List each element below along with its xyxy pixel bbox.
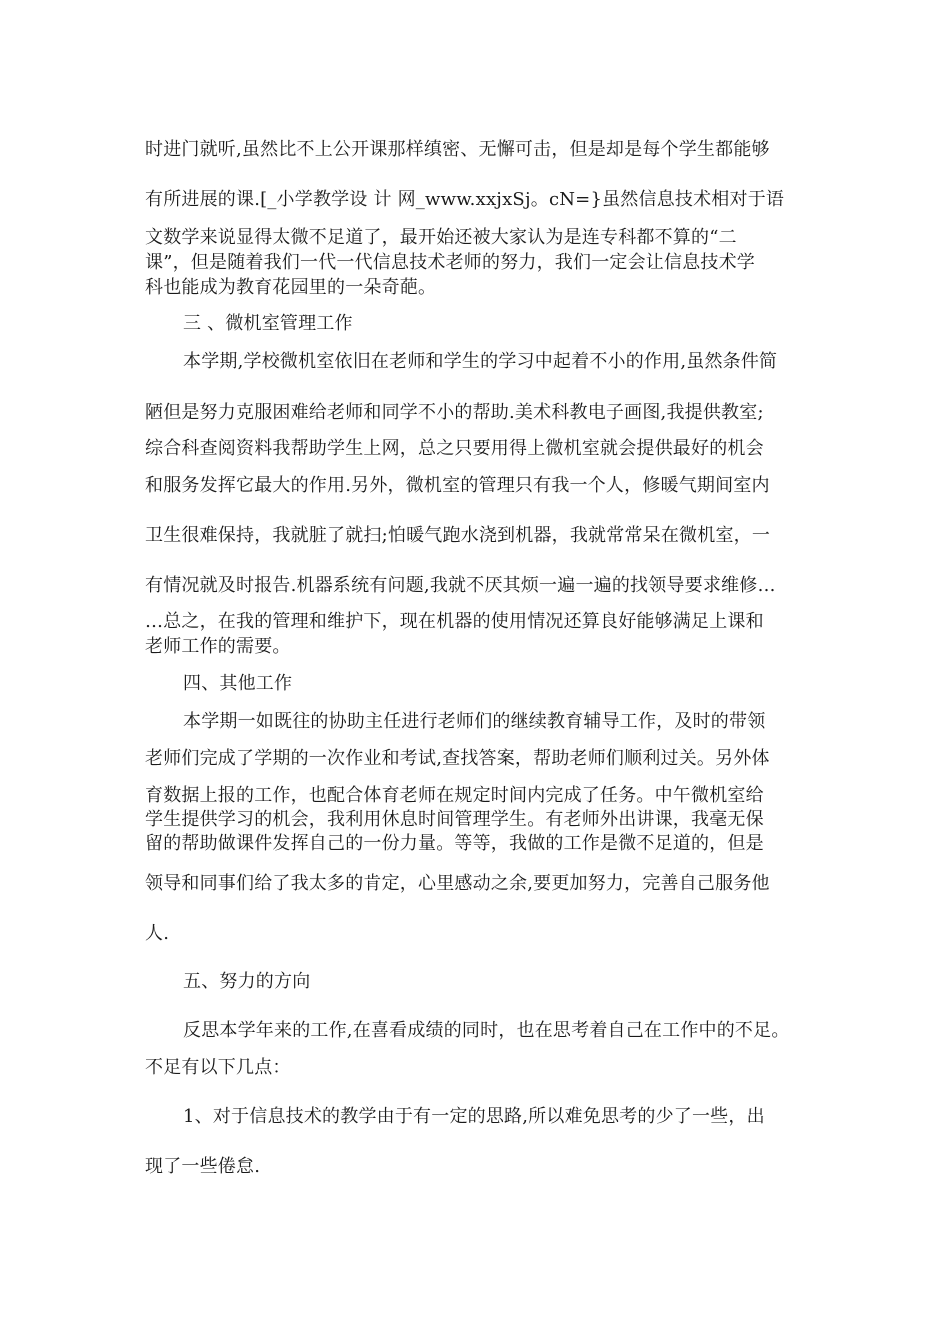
- paragraph-line: 反思本学年来的工作,在喜看成绩的同时，也在思考着自己在工作中的不足。: [183, 1020, 790, 1041]
- paragraph-line: 老师工作的需要。: [145, 636, 291, 657]
- paragraph-line: 育数据上报的工作，也配合体育老师在规定时间内完成了任务。中午微机室给: [145, 785, 764, 806]
- paragraph-line: 不足有以下几点：: [145, 1057, 291, 1078]
- text-fragment: .机器系统有问题,我就不厌其烦一遍一遍的找领导要求维修…: [290, 575, 776, 596]
- list-item-continuation: 现了一些倦怠.: [145, 1156, 261, 1177]
- paragraph-line: 老师们完成了学期的一次作业和考试,查找答案，帮助老师们顺利过关。另外体: [145, 748, 770, 769]
- paragraph-line: 留的帮助做课件发挥自己的一份力量。等等，我做的工作是微不足道的，但是: [145, 833, 764, 854]
- paragraph-line: 领导和同事们给了我太多的肯定，心里感动之余,要更加努力，完善自己服务他: [145, 873, 770, 894]
- paragraph-line: 学生提供学习的机会，我利用休息时间管理学生。有老师外出讲课，我毫无保: [145, 809, 764, 830]
- paragraph-line: 文数学来说显得太微不足道了，最开始还被大家认为是连专科都不算的“二: [145, 227, 737, 248]
- text-fragment: 有情况就及时: [145, 575, 255, 596]
- paragraph-line: 有所进展的课.[_小学教学设 计 网_www.xxjxSj。cN=}虽然信息技术相对于语: [145, 189, 785, 210]
- paragraph-line: 科也能成为教育花园里的一朵奇葩。: [145, 277, 437, 298]
- paragraph-line: 综合科查阅资料我帮助学生上网，总之只要用得上微机室就会提供最好的机会: [145, 438, 764, 459]
- section-heading-direction: 五、努力的方向: [183, 971, 311, 992]
- paragraph-line: 课”，但是随着我们一代一代信息技术老师的努力，我们一定会让信息技术学: [145, 252, 755, 273]
- section-heading-other-work: 四、其他工作: [183, 673, 293, 694]
- paragraph-line: …总之，在我的管理和维护下，现在机器的使用情况还算良好能够满足上课和: [145, 611, 764, 632]
- paragraph-line: 本学期一如既往的协助主任进行老师们的继续教育辅导工作，及时的带领: [183, 711, 766, 732]
- paragraph-line: 陋但是努力克服困难给老师和同学不小的帮助.美术科教电子画图,我提供教室;: [145, 402, 764, 423]
- paragraph-line: [145, 574, 776, 598]
- paragraph-line: 和服务发挥它最大的作用.另外，微机室的管理只有我一个人，修暖气期间室内: [145, 475, 770, 496]
- paragraph-line: 卫生很难保持，我就脏了就扫;怕暖气跑水浇到机器，我就常常呆在微机室，一: [145, 525, 771, 546]
- paragraph-line: 本学期,学校微机室依旧在老师和学生的学习中起着不小的作用,虽然条件简: [183, 351, 778, 372]
- report-link[interactable]: 报告: [254, 575, 291, 596]
- paragraph-line: 时进门就听,虽然比不上公开课那样缜密、无懈可击，但是却是每个学生都能够: [145, 139, 770, 160]
- section-heading-lab-management: 三 、微机室管理工作: [183, 313, 353, 334]
- list-item: 1、对于信息技术的教学由于有一定的思路,所以难免思考的少了一些，出: [183, 1106, 765, 1127]
- paragraph-line: 人.: [145, 923, 170, 944]
